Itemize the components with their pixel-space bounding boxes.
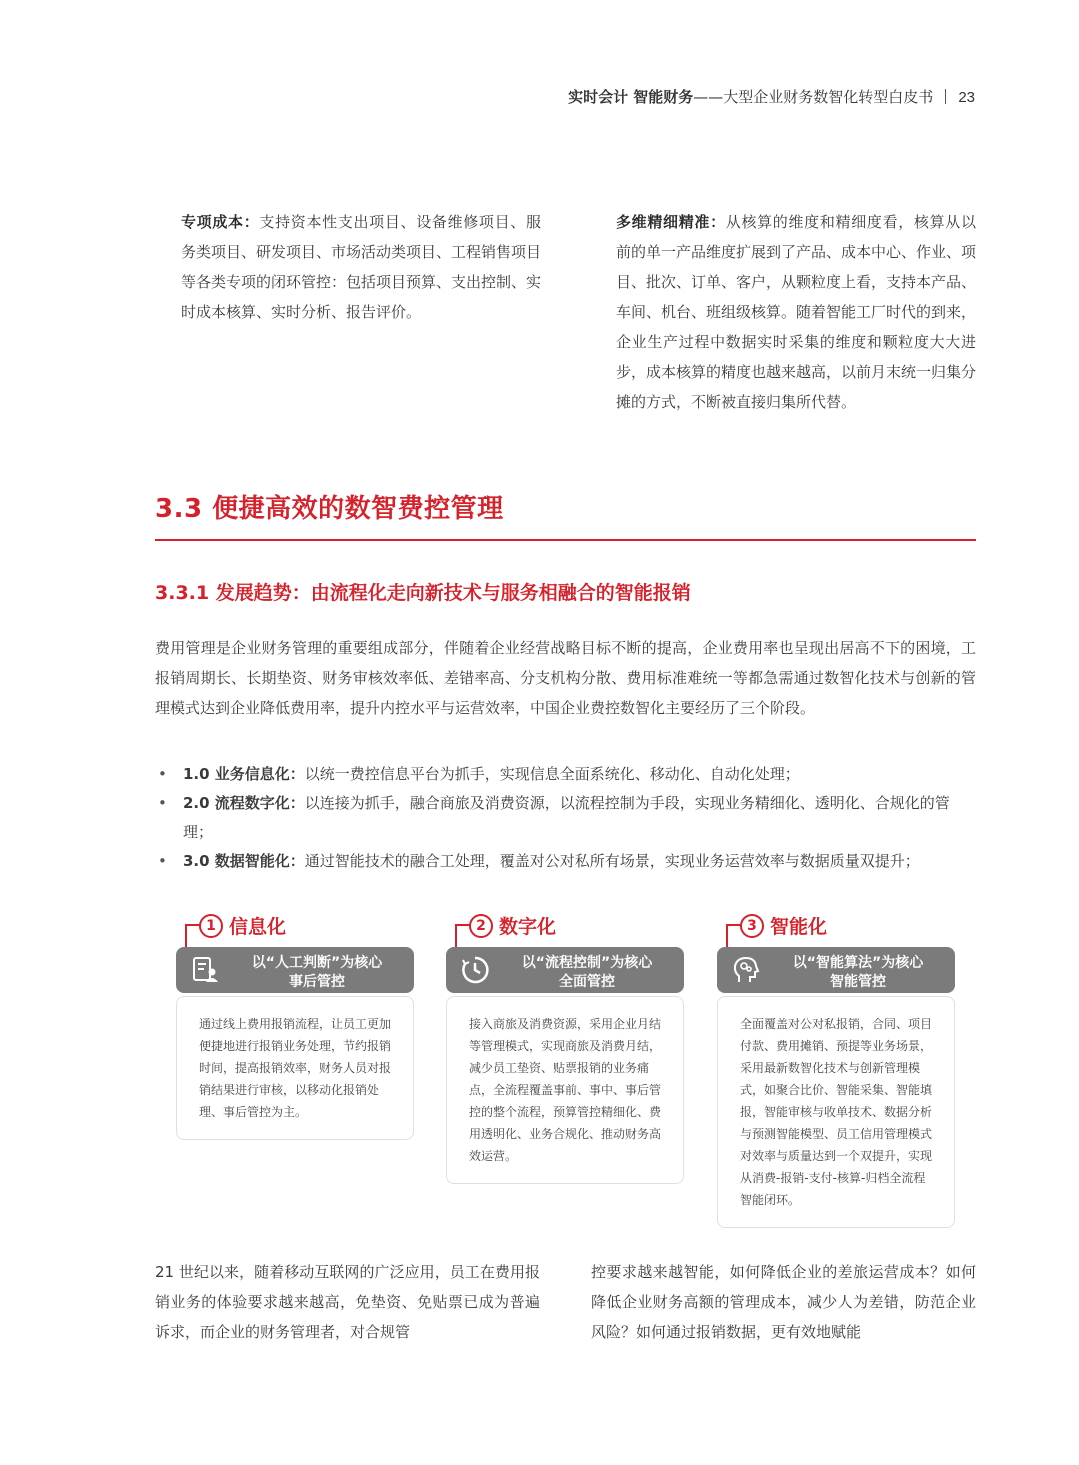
header-title-rest: ——大型企业财务数智化转型白皮书 [693, 88, 934, 106]
card-stage-title: 信息化 [229, 916, 287, 938]
stage-card-informatization [176, 912, 414, 1119]
card-banner-line1: 以“智能算法”为核心 [792, 955, 924, 971]
list-item [155, 789, 976, 847]
stage-card-intelligentization [717, 912, 955, 1207]
card-stage-title: 智能化 [770, 916, 828, 938]
card-label [446, 912, 684, 942]
special-cost-paragraph [181, 207, 541, 327]
clock-icon [460, 955, 490, 985]
document-person-icon [190, 955, 220, 985]
card-description: 全面覆盖对公对私报销，合同、项目付款、费用摊销、预提等业务场景，采用最新数智化技术与创新管理模式，如聚合比价、智能采集、智能填报，智能审核与收单技术、数据分析与预测智能模型、员工信用管理模式对效率与质量达到一个双提升，实现从消费-报销-支付-核算-归档全流程智能闭环。 [740, 1017, 933, 1207]
card-stage-title: 数字化 [499, 916, 557, 938]
stage-card-digitalization [446, 912, 684, 1163]
special-cost-term: 专项成本： [181, 213, 260, 231]
card-number-badge: 2 [469, 914, 493, 938]
header-divider [945, 89, 946, 104]
bottom-right-paragraph: 控要求越来越智能，如何降低企业的差旅运营成本？如何降低企业财务高额的管理成本，减少人为差错，防范企业风险？如何通过报销数据，更有效地赋能 [591, 1263, 976, 1341]
multi-dimension-term: 多维精细精准： [616, 213, 726, 231]
card-description: 接入商旅及消费资源，采用企业月结等管理模式，实现商旅及消费月结，减少员工垫资、贴票报销的业务痛点，全流程覆盖事前、事中、事后管控的整个流程，预算管控精细化、费用透明化、业务合规化、推动财务高效运营。 [469, 1017, 662, 1163]
running-header [568, 86, 975, 107]
card-banner-line2: 事后管控 [289, 974, 345, 990]
card-number-badge: 3 [740, 914, 764, 938]
card-label [717, 912, 955, 942]
card-description-box [176, 996, 414, 1140]
card-description-box [446, 996, 684, 1184]
section-divider [155, 539, 976, 541]
intro-paragraph: 费用管理是企业财务管理的重要组成部分，伴随着企业经营战略目标不断的提高，企业费用率也呈现出居高不下的困境，工报销周期长、长期垫资、财务审核效率低、差错率高、分支机构分散、费用标准难统一等都急需通过数智化技术与创新的管理模式达到企业降低费用率，提升内控水平与运营效率，中国企业费控数智化主要经历了三个阶段。 [155, 639, 976, 717]
bullet-term: 1.0 业务信息化： [183, 765, 305, 783]
subsection-title: 3.3.1 发展趋势：由流程化走向新技术与服务相融合的智能报销 [155, 582, 691, 604]
list-item [155, 760, 976, 789]
card-label [176, 912, 414, 942]
card-number-badge: 1 [199, 914, 223, 938]
card-banner-line2: 智能管控 [830, 974, 886, 990]
bullet-text: 以统一费控信息平台为抓手，实现信息全面系统化、移动化、自动化处理； [304, 765, 800, 783]
header-title-bold: 实时会计 智能财务 [568, 88, 694, 106]
card-banner-line1: 以“流程控制”为核心 [521, 955, 653, 971]
page-number: 23 [958, 89, 975, 106]
brain-head-icon [731, 955, 761, 985]
bottom-left-paragraph: 21 世纪以来，随着移动互联网的广泛应用，员工在费用报销业务的体验要求越来越高，免垫资、免贴票已成为普遍诉求，而企业的财务管理者，对合规管 [155, 1263, 540, 1341]
special-cost-text: 支持资本性支出项目、设备维修项目、服务类项目、研发项目、市场活动类项目、工程销售项目等各类专项的闭环管控：包括项目预算、支出控制、实时成本核算、实时分析、报告评价。 [181, 213, 542, 321]
bullet-term: 2.0 流程数字化： [183, 794, 305, 812]
card-description: 通过线上费用报销流程，让员工更加便捷地进行报销业务处理，节约报销时间，提高报销效率，财务人员对报销结果进行审核，以移动化报销处理、事后管控为主。 [199, 1017, 392, 1119]
multi-dimension-text: 从核算的维度和精细度看，核算从以前的单一产品维度扩展到了产品、成本中心、作业、项目、批次、订单、客户，从颗粒度上看，支持本产品、车间、机台、班组级核算。随着智能工厂时代的到来，企业生产过程中数据实时采集的维度和颗粒度大大进步，成本核算的精度也越来越高，以前月末统一归集分摊的方式，不断被直接归集所代替。 [616, 213, 977, 411]
list-item [155, 847, 976, 876]
bullet-text: 通过智能技术的融合工处理，覆盖对公对私所有场景，实现业务运营效率与数据质量双提升； [304, 852, 920, 870]
card-banner-line1: 以“人工判断”为核心 [251, 955, 383, 971]
card-banner-line2: 全面管控 [559, 974, 615, 990]
card-banner [446, 947, 684, 993]
bullet-text: 以连接为抓手，融合商旅及消费资源，以流程控制为手段，实现业务精细化、透明化、合规化的管理； [183, 794, 950, 841]
card-banner [717, 947, 955, 993]
section-title: 3.3 便捷高效的数智费控管理 [155, 494, 504, 524]
stage-bullet-list [155, 760, 976, 876]
multi-dimension-paragraph [616, 207, 976, 417]
card-description-box [717, 996, 955, 1228]
card-banner [176, 947, 414, 993]
bullet-term: 3.0 数据智能化： [183, 852, 305, 870]
